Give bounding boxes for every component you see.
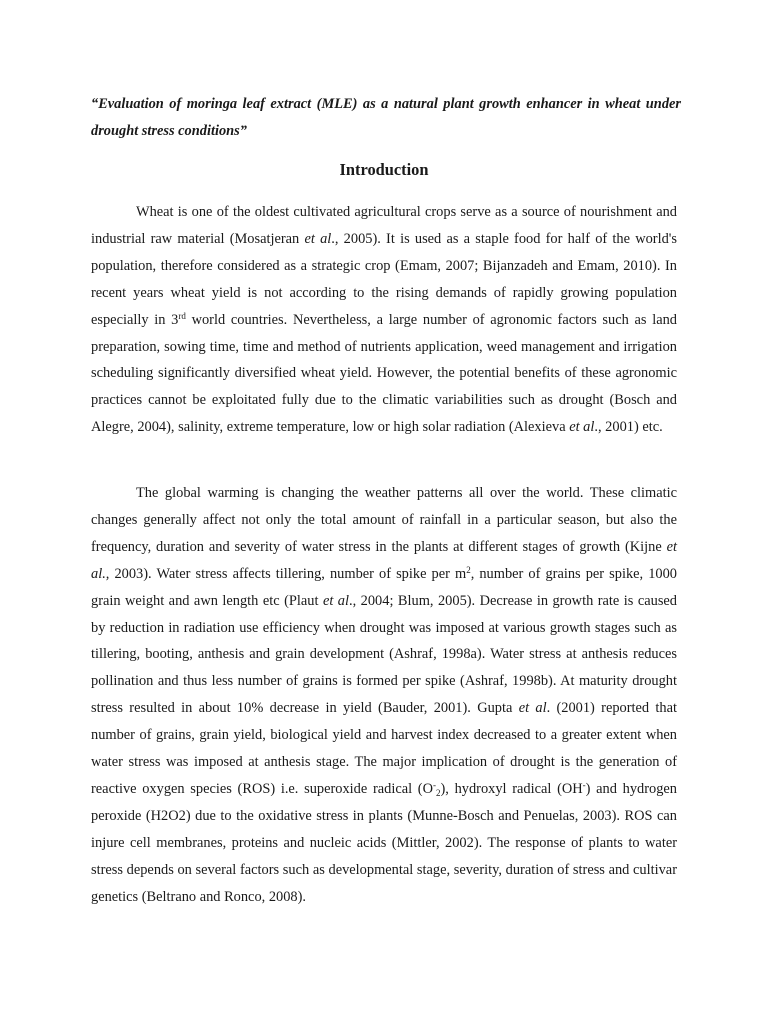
paragraph-2-text: , number of grains per spike, 1000 grain weight and awn length etc (Plaut (91, 565, 677, 609)
paragraph-2-text: ., 2004; Blum, 2005). Decrease in growth rate is caused by reduction in radiation use efficiency when drought was imposed at various growth stages such as tillering, booting, anthesis and grain development (Ashraf, 1998a). Water stress at anthesis reduces pollination and thus less number of grains is formed per spike (Ashraf, 1998b). At maturity drought stress resulted in about 10% decrease in yield (Bauder, 2001). Gupta (91, 592, 677, 717)
paragraph-2-text: ) and hydrogen peroxide (H2O2) due to the oxidative stress in plants (Munne-Bosch and Penuelas, 2003). ROS can injure cell membranes, proteins and nucleic acids (Mittler, 2002). The response of plants to water stress depends on several factors such as developmental stage, severity, duration of stress and cultivar genetics (Beltrano and Ronco, 2008). (91, 780, 677, 905)
document-title: “Evaluation of moringa leaf extract (MLE) as a natural plant growth enhancer in wheat under drought stress conditions” (91, 96, 681, 139)
citation-et-al: et al (518, 700, 547, 717)
paragraph-1 (91, 199, 677, 441)
citation-et-al: et al (569, 419, 595, 436)
charge-superscript: - (582, 779, 586, 790)
paragraph-2 (91, 480, 677, 911)
ordinal-superscript: rd (178, 310, 186, 321)
section-heading-introduction: Introduction (339, 160, 429, 179)
paragraph-1-text: ., 2005). It is used as a staple food for half of the world's population, therefore considered as a strategic crop (Emam, 2007; Bijanzadeh and Emam, 2010). In recent years wheat yield is not according to the rising demands of rapidly growing population especially in 3 (91, 230, 677, 328)
paragraph-2-text: . (2001) reported that number of grains, grain yield, biological yield and harvest index decreased to a greater extent when water stress was imposed at anthesis stage. The major implication of drought is the generation of reactive oxygen species (ROS) i.e. superoxide radical (O (91, 700, 677, 797)
paragraph-2-text: 2003). Water stress affects tillering, number of spike per m (109, 565, 467, 582)
paragraph-1-text: ., 2001) etc. (594, 419, 663, 436)
unit-superscript: 2 (466, 564, 471, 575)
paragraph-2-text: The global warming is changing the weather patterns all over the world. These climatic changes generally affect not only the total amount of rainfall in a particular season, but also the frequency, duration and severity of water stress in the plants at different stages of growth (Kijne (91, 485, 677, 555)
charge-superscript: - (432, 779, 436, 790)
paragraph-1-text: Wheat is one of the oldest cultivated agricultural crops serve as a source of nourishment and industrial raw material (Mosatjeran (91, 204, 677, 247)
paragraph-2-text: ), hydroxyl radical (OH (440, 780, 583, 797)
citation-et-al: et al (304, 230, 332, 247)
paragraph-1-text: world countries. Nevertheless, a large number of agronomic factors such as land preparation, sowing time, time and method of nutrients application, weed management and irrigation scheduling significantly diversified wheat yield. However, the potential benefits of these agronomic practices cannot be exploitated fully due to the climatic variabilities such as drought (Bosch and Alegre, 2004), salinity, extreme temperature, low or high solar radiation (Alexieva (91, 311, 678, 436)
citation-et-al: et al (322, 592, 349, 609)
formula-subscript: 2 (435, 787, 441, 798)
citation-et-al: et al., (91, 538, 677, 582)
